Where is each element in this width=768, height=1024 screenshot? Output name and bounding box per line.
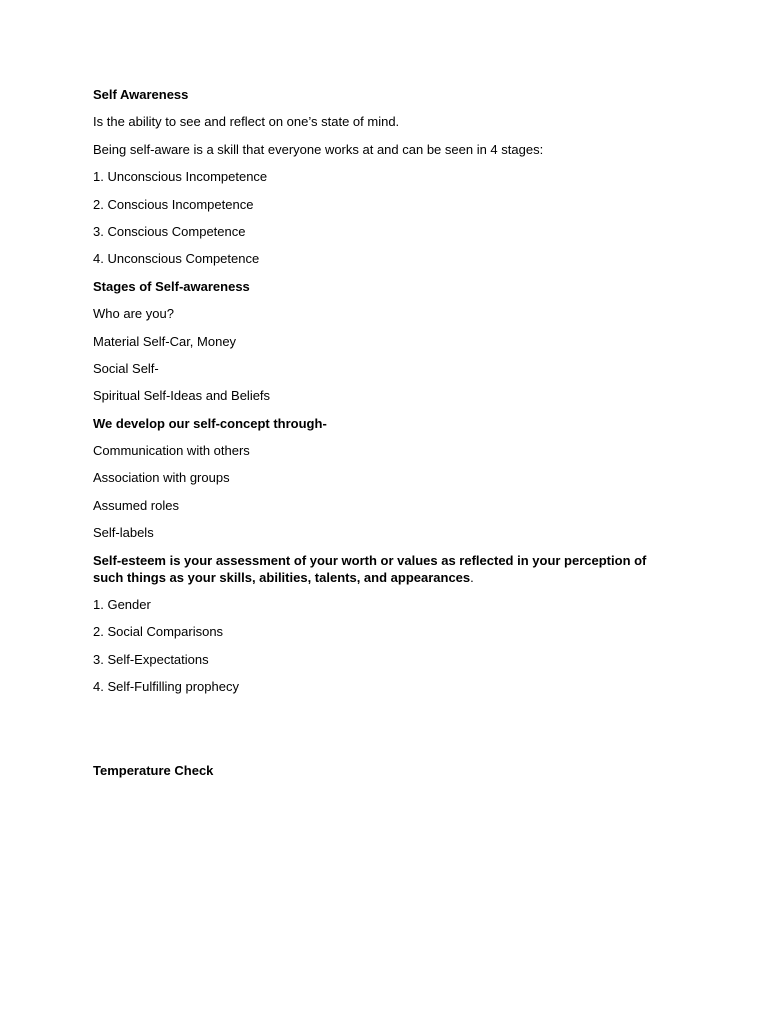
stage-item: 3. Conscious Competence: [93, 223, 246, 239]
heading-temperature-check: Temperature Check: [93, 762, 214, 778]
who-are-you-text: Who are you?: [93, 306, 174, 322]
self-type-item: Material Self-Car, Money: [93, 333, 237, 349]
self-esteem-period: .: [470, 569, 474, 585]
self-type-item: Social Self-: [93, 360, 159, 376]
develop-item: Assumed roles: [93, 497, 179, 513]
stage-item: 4. Unconscious Competence: [93, 251, 260, 267]
self-esteem-bold-text: Self-esteem is your assessment of your worth or values as reflected in your perception of such things as your skills, abilities, talents, and appearances: [93, 552, 647, 585]
esteem-factor-item: 2. Social Comparisons: [93, 624, 224, 640]
develop-item: Association with groups: [93, 470, 230, 486]
esteem-factor-item: 4. Self-Fulfilling prophecy: [93, 679, 239, 695]
esteem-factor-item: 1. Gender: [93, 597, 151, 613]
stages-intro-text: Being self-aware is a skill that everyone works at and can be seen in 4 stages:: [93, 141, 544, 157]
self-type-item: Spiritual Self-Ideas and Beliefs: [93, 388, 271, 404]
blank-space: [93, 706, 663, 762]
heading-stages: Stages of Self-awareness: [93, 278, 250, 294]
stage-item: 2. Conscious Incompetence: [93, 196, 254, 212]
heading-develop: We develop our self-concept through-: [93, 415, 327, 431]
heading-self-awareness: Self Awareness: [93, 87, 189, 102]
definition-text: Is the ability to see and reflect on one’s state of mind.: [93, 114, 400, 130]
document-body: [93, 86, 663, 789]
stage-item: 1. Unconscious Incompetence: [93, 169, 268, 185]
esteem-factor-item: 3. Self-Expectations: [93, 651, 209, 667]
self-esteem-paragraph: [93, 552, 663, 586]
develop-item: Communication with others: [93, 443, 250, 459]
develop-item: Self-labels: [93, 525, 154, 541]
